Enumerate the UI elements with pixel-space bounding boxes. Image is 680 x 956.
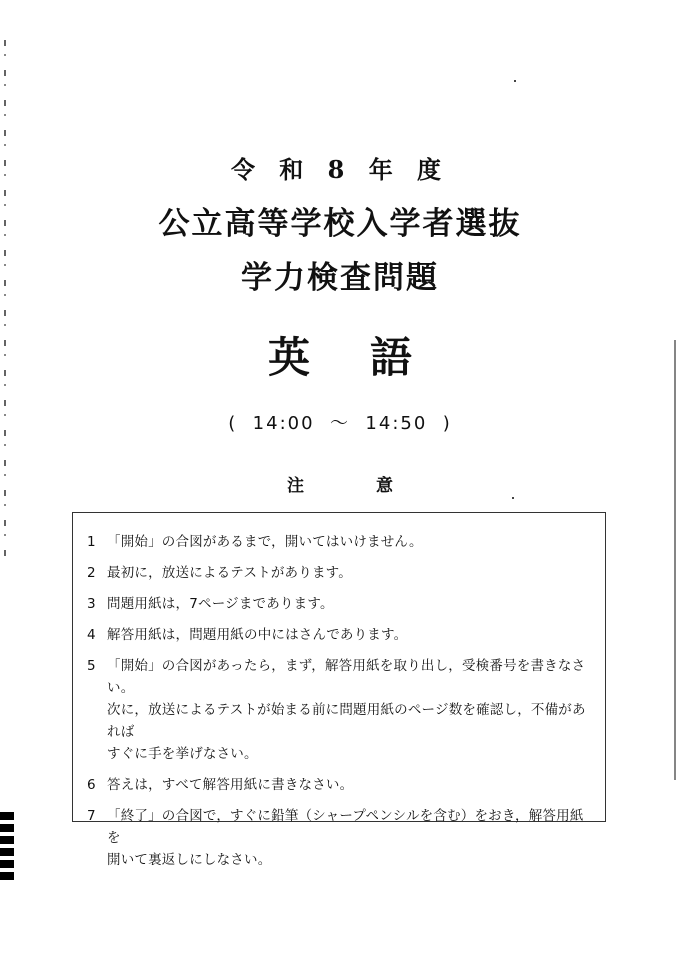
registration-mark — [0, 812, 14, 820]
registration-mark — [0, 824, 14, 832]
registration-mark — [0, 848, 14, 856]
notice-item-text: 「開始」の合図があったら，まず，解答用紙を取り出し，受検番号を書きなさい。 次に，放送によるテストが始まる前に問題用紙のページ数を確認し，不備があれば すぐに手を挙げなさい。 — [107, 658, 586, 762]
notice-item-number: 2 — [87, 565, 96, 581]
exam-time-text: ( 14:00 ～ 14:50 ) — [228, 413, 452, 434]
notice-item — [87, 774, 595, 796]
registration-mark — [0, 872, 14, 880]
exam-time — [0, 410, 680, 438]
notice-item — [87, 562, 595, 584]
notice-item — [87, 593, 595, 615]
scan-edge-artifact-right — [674, 340, 676, 780]
notice-item — [87, 655, 595, 765]
notice-item-number: 1 — [87, 534, 96, 550]
exam-subtitle: 学力検査問題 — [241, 260, 439, 296]
notice-item — [87, 531, 595, 553]
notice-heading-char-1: 注 — [287, 476, 304, 496]
title-block — [0, 150, 680, 300]
notice-item-text: 「開始」の合図があるまで，開いてはいけません。 — [107, 534, 423, 550]
notice-item-number: 6 — [87, 777, 96, 793]
notice-item-text: 「終了」の合図で，すぐに鉛筆（シャープペンシルを含む）をおき，解答用紙を 開いて裏返しにしなさい。 — [107, 808, 584, 868]
scan-speck — [514, 80, 516, 82]
exam-year: 令 和 8 年 度 — [230, 155, 450, 184]
registration-marks — [0, 812, 14, 884]
notice-item-text: 答えは，すべて解答用紙に書きなさい。 — [107, 777, 354, 793]
registration-mark — [0, 836, 14, 844]
notice-item — [87, 624, 595, 646]
notice-item-text: 解答用紙は，問題用紙の中にはさんであります。 — [107, 627, 408, 643]
registration-mark — [0, 860, 14, 868]
notice-item-number: 7 — [87, 808, 96, 824]
notice-item-number: 5 — [87, 658, 96, 674]
notice-item-number: 3 — [87, 596, 96, 612]
subject-char-2: 語 — [370, 333, 413, 382]
notice-item-number: 4 — [87, 627, 96, 643]
notice-item-text: 最初に，放送によるテストがあります。 — [107, 565, 352, 581]
notice-heading-char-2: 意 — [376, 476, 393, 496]
subject-title — [0, 330, 680, 386]
notice-box — [72, 512, 606, 868]
notice-item-text: 問題用紙は，7ページまであります。 — [107, 596, 334, 612]
notice-heading — [0, 473, 680, 499]
exam-name: 公立高等学校入学者選抜 — [158, 206, 522, 242]
notice-item — [87, 805, 595, 871]
subject-char-1: 英 — [267, 333, 310, 382]
